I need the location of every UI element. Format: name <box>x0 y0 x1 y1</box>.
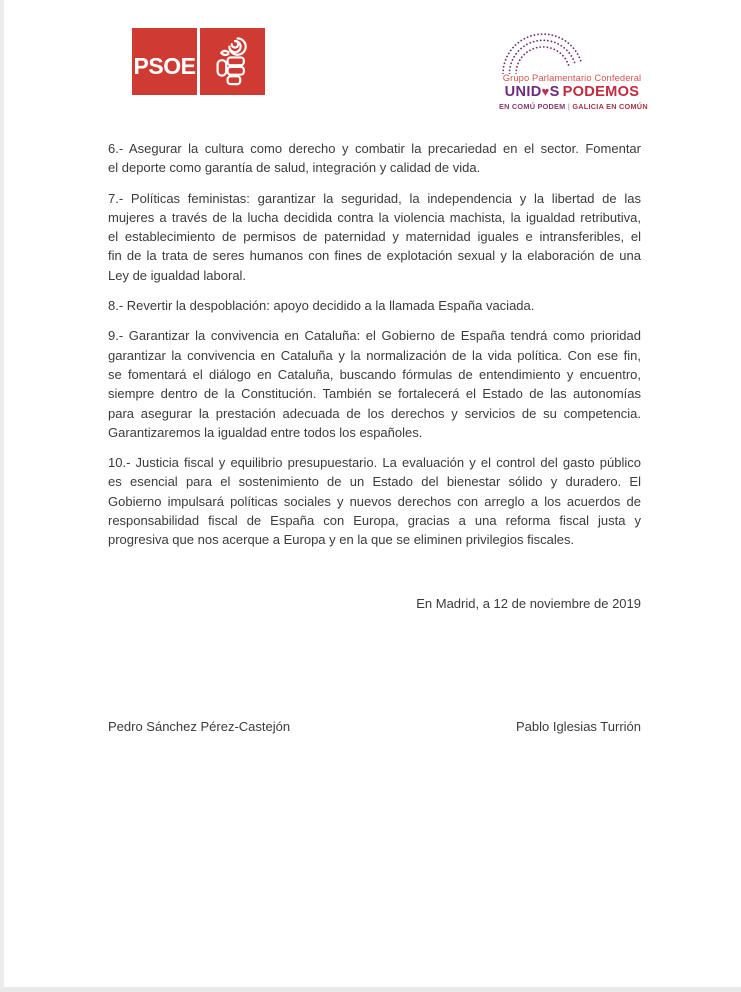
paragraph-line: responsabilidad fiscal de España con Europa, gracias a una reforma fiscal justa y <box>108 513 641 529</box>
paragraph-line: 9.- Garantizar la convivencia en Cataluña: el Gobierno de España tendrá como prioridad <box>108 328 641 344</box>
paragraph <box>108 453 641 549</box>
header-logos <box>132 28 648 111</box>
paragraph-line: 10.- Justicia fiscal y equilibrio presupuestario. La evaluación y el control del gasto público <box>108 455 641 471</box>
paragraph <box>108 139 641 178</box>
paragraph-line: Ley de igualdad laboral. <box>108 267 247 283</box>
paragraph-line: el establecimiento de permisos de paternidad y maternidad iguales e intransferibles, el <box>108 229 641 245</box>
unidos-podemos-logo <box>499 28 648 111</box>
signature-row <box>108 717 641 736</box>
psoe-wordmark: PSOE <box>132 28 197 95</box>
paragraph-line: progresiva que nos acerque a Europa y en la que se eliminen privilegios fiscales. <box>108 532 575 548</box>
paragraph-line: Gobierno impulsará políticas sociales y nuevos derechos con arreglo a los acuerdos de <box>108 493 641 509</box>
tagline-separator: | <box>567 102 571 111</box>
paragraph-line: fin de la trata de seres humanos con fines de explotación sexual y la elaboración de una <box>108 248 641 264</box>
up-group-line: Grupo Parlamentario Confederal <box>502 72 642 83</box>
document-body <box>108 139 641 736</box>
paragraph <box>108 189 641 285</box>
paragraph-line: se fomentará el diálogo en Cataluña, buscando fórmulas de entendimiento y encuentro, <box>108 366 641 382</box>
paragraph-line: 6.- Asegurar la cultura como derecho y combatir la precariedad en el sector. Fomentar <box>108 141 641 156</box>
paragraph-line: para asegurar la prestación adecuada de los derechos y servicios de su competencia. <box>108 405 641 421</box>
signature-right: Pablo Iglesias Turrión <box>515 718 641 734</box>
signature-left: Pedro Sánchez Pérez-Castejón <box>108 718 291 734</box>
heart-icon: ♥ <box>541 84 550 99</box>
paragraph-line: mujeres a través de la lucha decidida contra la violencia machista, la igualdad retributiva, <box>108 209 641 225</box>
dateline: En Madrid, a 12 de noviembre de 2019 <box>416 595 641 611</box>
paragraph-line: Garantizaremos la igualdad entre todos los españoles. <box>108 424 423 440</box>
paragraph-line: el deporte como garantía de salud, integración y calidad de vida. <box>108 160 481 176</box>
paragraph-line: garantizar la convivencia en Cataluña y la normalización de la vida política. Con ese fin, <box>108 347 641 363</box>
paragraph-line: 7.- Políticas feministas: garantizar la seguridad, la independencia y la libertad de las <box>108 190 641 206</box>
psoe-logo <box>132 28 265 95</box>
up-podemos-word: PODEMOS <box>562 84 640 100</box>
up-tagline-right: GALICIA EN COMÚN <box>572 102 648 111</box>
paragraph-line: es esencial para el sostenimiento de un Estado del bienestar sólido y duradero. El <box>108 474 641 490</box>
paragraph <box>108 326 641 442</box>
up-tagline-left: EN COMÚ PODEM <box>499 102 566 111</box>
up-wordmark <box>499 84 645 100</box>
up-tagline <box>499 102 648 111</box>
fist-and-rose-icon <box>200 28 265 95</box>
paragraphs <box>108 139 641 550</box>
hemicycle-arcs-icon <box>501 28 621 74</box>
paragraph-line: 8.- Revertir la despoblación: apoyo decidido a la llamada España vaciada. <box>108 298 535 314</box>
paragraph <box>108 296 641 315</box>
up-unidos-prefix: UNID <box>504 84 542 100</box>
paragraph-line: siempre dentro de la Constitución. También se fortalecerá el Estado de las autonomías <box>108 386 641 402</box>
up-unidos-suffix: S <box>549 84 560 100</box>
